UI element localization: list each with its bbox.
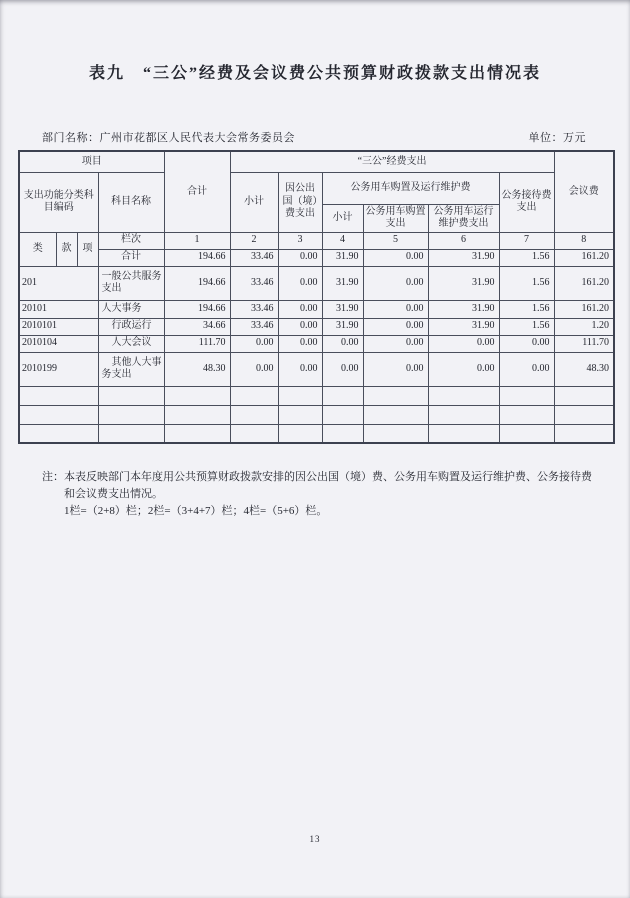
empty-cell xyxy=(164,424,230,443)
value-cell: 33.46 xyxy=(230,266,278,300)
header-vehicle-group: 公务用车购置及运行维护费 xyxy=(322,172,499,204)
code-cell: 2010101 xyxy=(19,318,98,335)
note-line-2: 1栏=（2+8）栏；2栏=（3+4+7）栏；4栏=（5+6）栏。 xyxy=(64,505,328,517)
value-cell: 0.00 xyxy=(428,352,499,386)
value-cell: 0.00 xyxy=(363,318,428,335)
empty-table-row xyxy=(19,405,614,424)
header-function-code: 支出功能分类科目编码 xyxy=(19,172,98,232)
note-line-1: 本表反映部门本年度用公共预算财政拨款安排的因公出国（境）费、公务用车购置及运行维护费、公务接待费和会议费支出情况。 xyxy=(64,471,592,500)
empty-cell xyxy=(554,386,614,405)
column-number: 1 xyxy=(164,232,230,249)
header-vehicle-maintenance: 公务用车运行维护费支出 xyxy=(428,204,499,232)
value-cell: 33.46 xyxy=(230,300,278,318)
empty-cell xyxy=(554,405,614,424)
empty-cell xyxy=(278,424,322,443)
empty-cell xyxy=(278,405,322,424)
header-subject-name: 科目名称 xyxy=(98,172,164,232)
value-cell: 0.00 xyxy=(278,300,322,318)
empty-cell xyxy=(322,405,363,424)
column-number: 3 xyxy=(278,232,322,249)
value-cell: 161.20 xyxy=(554,249,614,266)
empty-cell xyxy=(19,405,98,424)
value-cell: 0.00 xyxy=(363,335,428,352)
empty-cell xyxy=(363,405,428,424)
value-cell: 1.56 xyxy=(499,318,554,335)
value-cell: 0.00 xyxy=(278,352,322,386)
value-cell: 0.00 xyxy=(278,335,322,352)
name-cell: 人大会议 xyxy=(98,335,164,352)
header-total-column: 合计 xyxy=(164,151,230,232)
value-cell: 0.00 xyxy=(322,335,363,352)
code-cell: 2010104 xyxy=(19,335,98,352)
value-cell: 0.00 xyxy=(499,352,554,386)
page-number: 13 xyxy=(309,834,321,844)
name-cell: 一般公共服务支出 xyxy=(98,266,164,300)
value-cell: 161.20 xyxy=(554,266,614,300)
column-number-row xyxy=(19,232,614,249)
column-number: 8 xyxy=(554,232,614,249)
empty-table-row xyxy=(19,386,614,405)
value-cell: 111.70 xyxy=(554,335,614,352)
empty-cell xyxy=(19,424,98,443)
empty-cell xyxy=(428,405,499,424)
unit-label: 单位：万元 xyxy=(528,132,586,144)
empty-cell xyxy=(278,386,322,405)
column-number: 4 xyxy=(322,232,363,249)
value-cell: 34.66 xyxy=(164,318,230,335)
value-cell: 0.00 xyxy=(230,352,278,386)
header-vehicle-purchase: 公务用车购置支出 xyxy=(363,204,428,232)
empty-cell xyxy=(164,386,230,405)
value-cell: 194.66 xyxy=(164,300,230,318)
value-cell: 0.00 xyxy=(363,300,428,318)
empty-cell xyxy=(19,386,98,405)
value-cell: 31.90 xyxy=(428,318,499,335)
code-cell: 2010199 xyxy=(19,352,98,386)
notes-body xyxy=(64,469,598,520)
empty-cell xyxy=(322,424,363,443)
empty-cell xyxy=(499,424,554,443)
empty-cell xyxy=(230,424,278,443)
value-cell: 31.90 xyxy=(322,300,363,318)
empty-cell xyxy=(428,386,499,405)
value-cell: 1.20 xyxy=(554,318,614,335)
empty-cell xyxy=(499,386,554,405)
empty-cell xyxy=(230,386,278,405)
value-cell: 194.66 xyxy=(164,249,230,266)
empty-cell xyxy=(428,424,499,443)
value-cell: 31.90 xyxy=(322,249,363,266)
empty-cell xyxy=(363,424,428,443)
empty-cell xyxy=(164,405,230,424)
value-cell: 31.90 xyxy=(322,266,363,300)
column-number: 2 xyxy=(230,232,278,249)
value-cell: 0.00 xyxy=(363,352,428,386)
value-cell: 0.00 xyxy=(363,249,428,266)
grand-total-row xyxy=(19,249,614,266)
empty-cell xyxy=(98,386,164,405)
value-cell: 0.00 xyxy=(278,249,322,266)
value-cell: 1.56 xyxy=(499,300,554,318)
table-meta-row xyxy=(42,129,586,145)
value-cell: 0.00 xyxy=(322,352,363,386)
header-project: 项目 xyxy=(19,151,164,172)
header-meeting-fee: 会议费 xyxy=(554,151,614,232)
value-cell: 31.90 xyxy=(322,318,363,335)
header-subtotal: 小计 xyxy=(230,172,278,232)
value-cell: 0.00 xyxy=(278,318,322,335)
value-cell: 0.00 xyxy=(428,335,499,352)
empty-cell xyxy=(363,386,428,405)
table-row xyxy=(19,352,614,386)
value-cell: 1.56 xyxy=(499,266,554,300)
value-cell: 48.30 xyxy=(554,352,614,386)
table-row xyxy=(19,300,614,318)
header-vehicle-subtotal: 小计 xyxy=(322,204,363,232)
header-item: 项 xyxy=(77,232,98,266)
name-cell: 行政运行 xyxy=(98,318,164,335)
value-cell: 0.00 xyxy=(230,335,278,352)
value-cell: 0.00 xyxy=(278,266,322,300)
table-row xyxy=(19,266,614,300)
value-cell: 194.66 xyxy=(164,266,230,300)
header-abroad-expense: 因公出国（境）费支出 xyxy=(278,172,322,232)
total-row-label: 合计 xyxy=(98,249,164,266)
table-notes xyxy=(42,469,598,520)
column-number: 6 xyxy=(428,232,499,249)
header-category: 类 xyxy=(19,232,56,266)
column-number: 5 xyxy=(363,232,428,249)
value-cell: 33.46 xyxy=(230,318,278,335)
header-reception-expense: 公务接待费支出 xyxy=(499,172,554,232)
value-cell: 31.90 xyxy=(428,300,499,318)
value-cell: 31.90 xyxy=(428,249,499,266)
table-row xyxy=(19,335,614,352)
empty-cell xyxy=(98,424,164,443)
page-title: 表九 “三公”经费及会议费公共预算财政拨款支出情况表 xyxy=(88,65,541,82)
value-cell: 0.00 xyxy=(499,335,554,352)
code-cell: 20101 xyxy=(19,300,98,318)
header-row-groups xyxy=(19,172,614,204)
header-row-project xyxy=(19,151,614,172)
table-row xyxy=(19,318,614,335)
value-cell: 48.30 xyxy=(164,352,230,386)
header-sangong-group: “三公”经费支出 xyxy=(230,151,554,172)
column-number: 7 xyxy=(499,232,554,249)
value-cell: 111.70 xyxy=(164,335,230,352)
value-cell: 31.90 xyxy=(428,266,499,300)
value-cell: 161.20 xyxy=(554,300,614,318)
empty-cell xyxy=(322,386,363,405)
department-name-label: 部门名称：广州市花都区人民代表大会常务委员会 xyxy=(42,132,295,144)
empty-cell xyxy=(98,405,164,424)
empty-cell xyxy=(230,405,278,424)
sangong-expense-table xyxy=(18,150,615,444)
name-cell: 人大事务 xyxy=(98,300,164,318)
header-section: 款 xyxy=(56,232,77,266)
value-cell: 1.56 xyxy=(499,249,554,266)
code-cell: 201 xyxy=(19,266,98,300)
value-cell: 0.00 xyxy=(363,266,428,300)
header-lanci: 栏次 xyxy=(98,232,164,249)
empty-cell xyxy=(499,405,554,424)
name-cell: 其他人大事务支出 xyxy=(98,352,164,386)
empty-cell xyxy=(554,424,614,443)
value-cell: 33.46 xyxy=(230,249,278,266)
empty-table-row xyxy=(19,424,614,443)
notes-label: 注： xyxy=(42,471,64,483)
